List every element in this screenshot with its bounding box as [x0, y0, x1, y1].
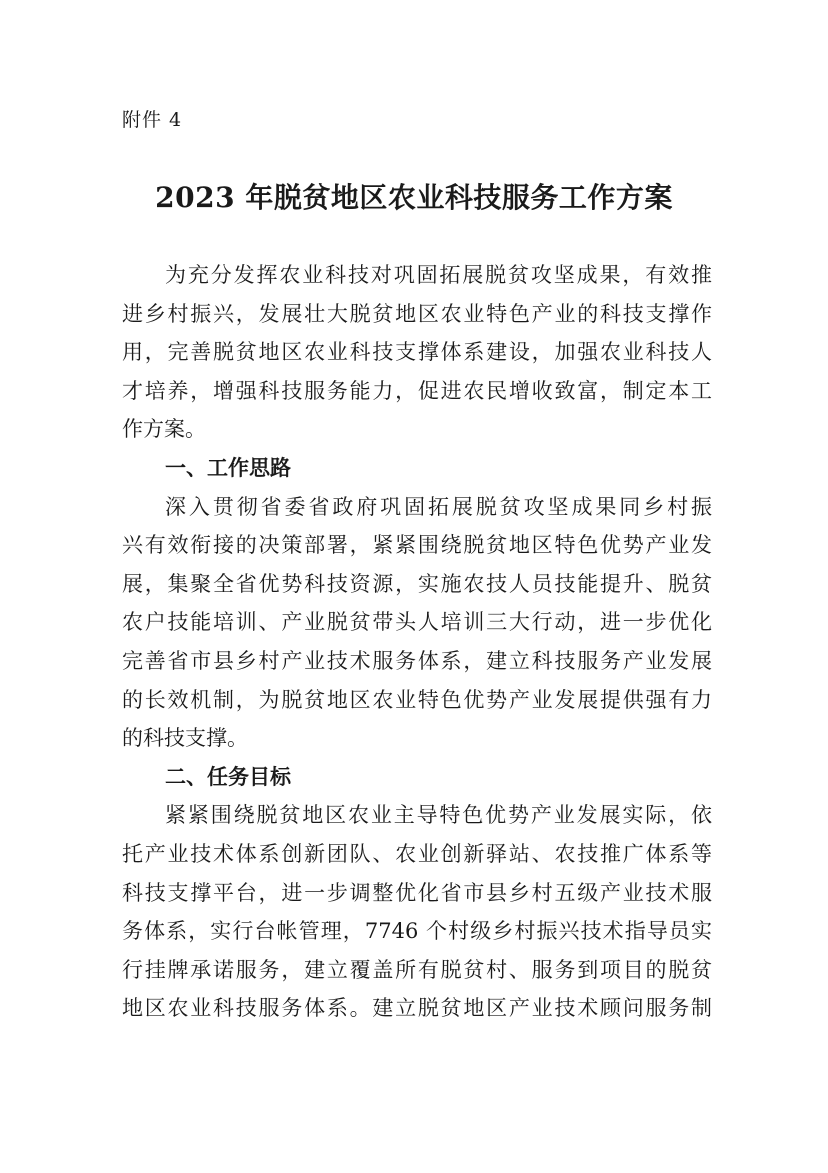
paragraph-line: 为充分发挥农业科技对巩固拓展脱贫攻坚成果，有效推: [165, 263, 712, 287]
paragraph-line: 行挂牌承诺服务，建立覆盖所有脱贫村、服务到项目的脱贫: [122, 957, 712, 982]
section1-paragraph: [122, 488, 712, 758]
paragraph-line: 才培养，增强科技服务能力，促进农民增收致富，制定本工: [122, 378, 712, 403]
paragraph-line: 兴有效衔接的决策部署，紧紧围绕脱贫地区特色优势产业发: [122, 533, 712, 558]
section-heading-work-approach: 一、工作思路: [165, 455, 291, 480]
paragraph-line: 托产业技术体系创新团队、农业创新驿站、农技推广体系等: [122, 841, 712, 866]
paragraph-line: 作方案。: [122, 417, 206, 442]
paragraph-line: 地区农业科技服务体系。建立脱贫地区产业技术顾问服务制: [122, 996, 712, 1021]
paragraph-line: 的科技支撑。: [122, 726, 248, 751]
document-title: 2023 年脱贫地区农业科技服务工作方案: [155, 181, 673, 214]
section-heading-task-goals: 二、任务目标: [165, 764, 291, 789]
paragraph-line: 的长效机制，为脱贫地区农业特色优势产业发展提供强有力: [122, 687, 712, 712]
paragraph-line: 深入贯彻省委省政府巩固拓展脱贫攻坚成果同乡村振: [165, 494, 712, 519]
paragraph-line: 科技支撑平台，进一步调整优化省市县乡村五级产业技术服: [122, 880, 712, 905]
paragraph-line: 用，完善脱贫地区农业科技支撑体系建设，加强农业科技人: [122, 340, 712, 365]
document-body: [122, 256, 712, 1028]
section2-paragraph: [122, 796, 712, 1028]
attachment-label: 附件 4: [122, 109, 183, 131]
paragraph-line: 展，集聚全省优势科技资源，实施农技人员技能提升、脱贫: [122, 571, 712, 596]
paragraph-line: 进乡村振兴，发展壮大脱贫地区农业特色产业的科技支撑作: [122, 301, 712, 326]
paragraph-line: 农户技能培训、产业脱贫带头人培训三大行动，进一步优化: [122, 610, 712, 635]
paragraph-line: 完善省市县乡村产业技术服务体系，建立科技服务产业发展: [122, 648, 712, 673]
paragraph-line: 务体系，实行台帐管理，7746 个村级乡村振兴技术指导员实: [122, 919, 712, 944]
intro-paragraph: [122, 256, 712, 449]
paragraph-line: 紧紧围绕脱贫地区农业主导特色优势产业发展实际，依: [165, 803, 712, 828]
